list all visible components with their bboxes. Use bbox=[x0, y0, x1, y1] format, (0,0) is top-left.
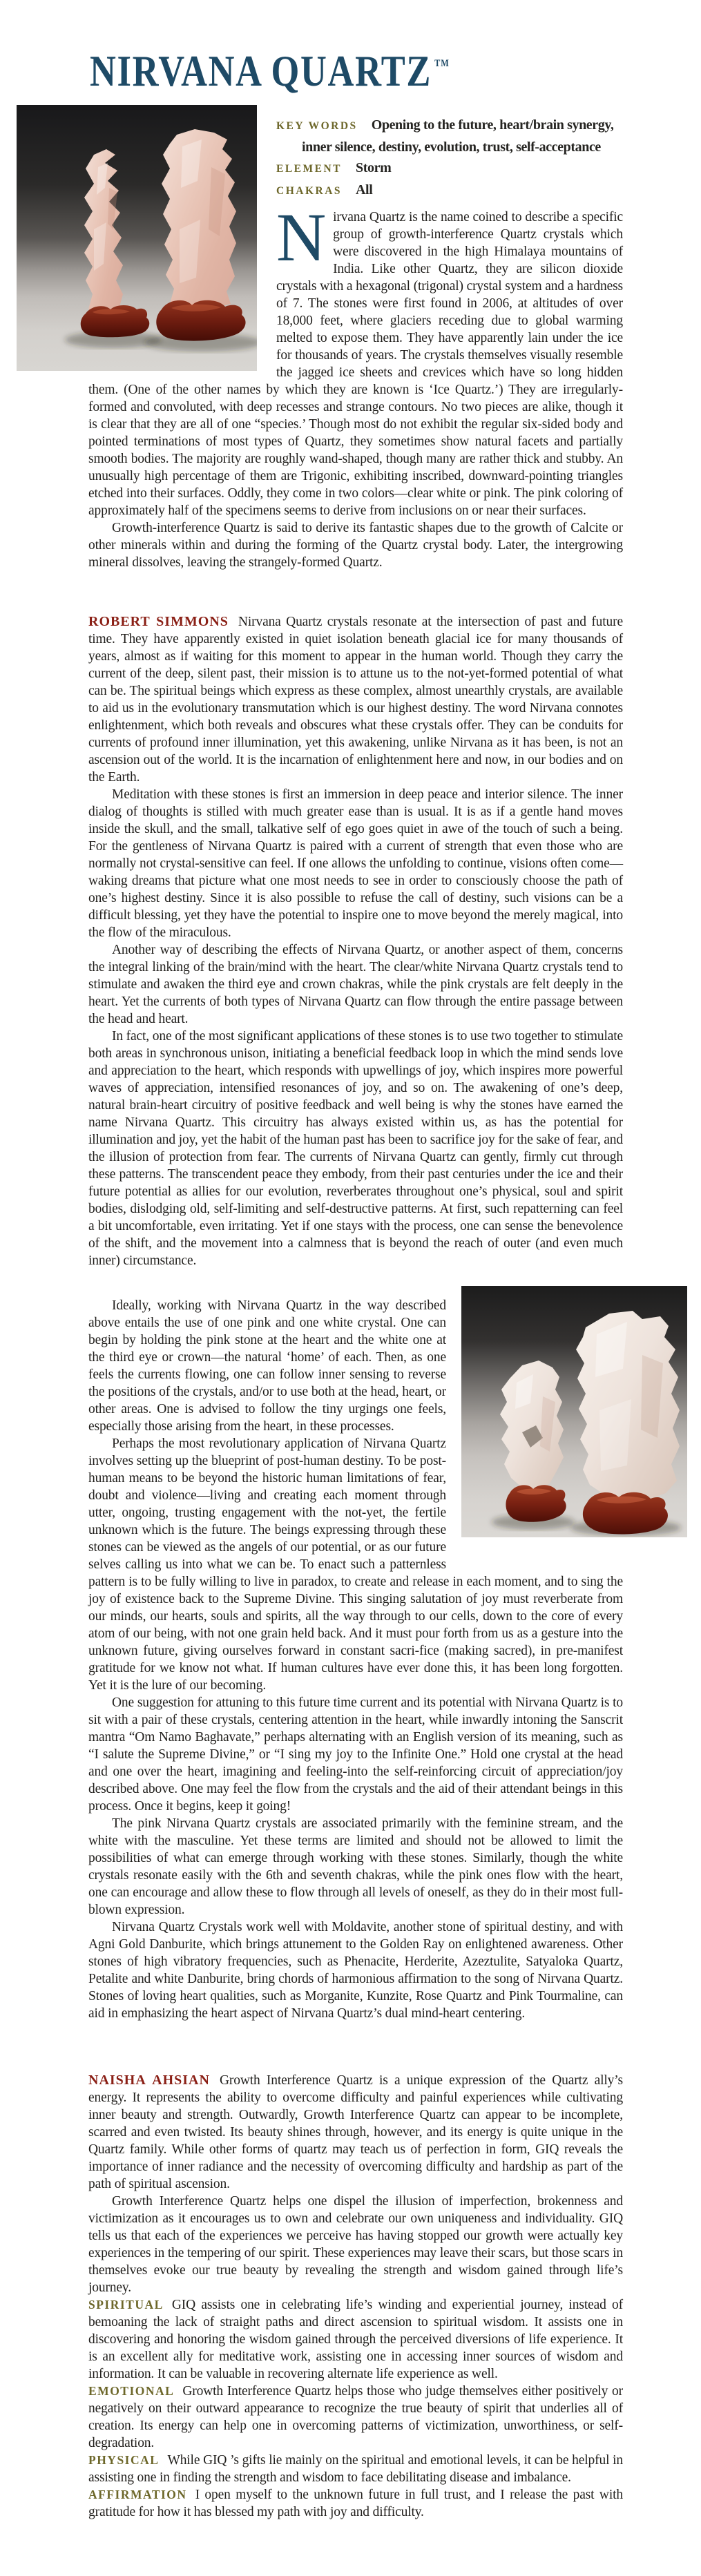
key-words-value-line2: inner silence, destiny, evolution, trust, self-acceptance bbox=[302, 140, 601, 155]
emotional-text: Growth Interference Quartz helps those who judge themselves either positively or negatively on their outward appearance to recognize the true beauty of spirit that underlies all of creation. Its energy can help one in overcoming patterns of victimization, unworthiness, or self-degradation. bbox=[88, 2384, 623, 2450]
robert-simmons-section bbox=[88, 613, 623, 1269]
robert-simmons-paragraph-1-text: Nirvana Quartz crystals resonate at the intersection of past and future time. They have apparently existed in quiet isolation beneath glacial ice for many thousands of years, almost as if waiting for this moment to appear in the human world. Though they carry the current of the deep, silent past, their mission is to attune us to the not-yet-formed potential of what can be. The spiritual beings which express as these complex, almost unearthly crystals, are available to aid us in the evolutionary transmutation which is our highest destiny. The word Nirvana connotes enlightenment, which both reveals and obscures what these crystals offer. They can be conduits for currents of profound inner illumination, yet this awakening, unlike Nirvana as it has been, is not an ascension out of the world. It is the incarnation of enlightenment here and now, in our bodies and on the Earth. bbox=[88, 615, 623, 785]
chakras-value: All bbox=[356, 182, 373, 198]
page-title-text: NIRVANA QUARTZ bbox=[90, 46, 432, 95]
key-words-value-line1: Opening to the future, heart/brain synergy, bbox=[371, 117, 614, 133]
drop-cap: N bbox=[276, 199, 327, 276]
photo2-wrap-spacer bbox=[446, 1297, 623, 1557]
robert-simmons-paragraph-2: Meditation with these stones is first an immersion in deep peace and interior silence. The inner dialog of thoughts is stilled with much greater ease than is usual. It is as if a gentle hand moves inside the skull, and the small, talkative self of ego goes quiet in awe of the touch of such a being. For the gentleness of Nirvana Quartz is paired with a current of strength that even those who are normally not crystal-sensitive can feel. If one allows the unfolding to continue, visions often come—waking dreams that picture what one most needs to see in order to consciously choose the path of one’s highest destiny. Since it is also possible to refuse the call of destiny, such visions can be a difficult blessing, yet they have the potential to inspire one to move beyond the merely magical, into the flow of the miraculous. bbox=[88, 787, 623, 940]
rs-continued-paragraph-1: Ideally, working with Nirvana Quartz in the way described above entails the use of one pink and one white crystal. One can begin by holding the pink stone at the heart and the white one at the third eye or crown—the natural ‘home’ of each. Then, as one feels the currents flowing, one can follow inner sensing to reverse the positions of the crystals, and/or to use both at the head, heart, or other areas. One is advised to follow the tiny urgings one feels, especially those arising from the heart, in these processes. bbox=[88, 1298, 446, 1434]
keywords-block bbox=[276, 115, 637, 202]
spiritual-paragraph bbox=[88, 2296, 623, 2383]
page-title bbox=[90, 46, 528, 97]
rs-continued-paragraph-4: The pink Nirvana Quartz crystals are associated primarily with the feminine stream, and the white with the masculine. Yet these terms are limited and should not be allowed to limit the possibilities of what can emerge through working with these stones. Similarly, though the white crystals resonate easily with the 6th and seventh chakras, while the pink ones flow with the heart, one can encourage and allow these to flow through all levels of oneself, as they do in their most full-blown expression. bbox=[88, 1816, 623, 1917]
affirmation-label: AFFIRMATION bbox=[88, 2488, 187, 2501]
naisha-ahsian-paragraph-2: Growth Interference Quartz helps one dispel the illusion of imperfection, brokenness and victimization as it encourages us to own and celebrate our own uniqueness and individuality. GIQ tells us that each of the experiences we perceive has having stopped our growth were actually key experiences in the tempering of our spirit. These experiences may leave their scars, but those scars in themselves evoke our true beauty by revealing the strength and wisdom gained through life’s journey. bbox=[88, 2194, 623, 2295]
trademark-symbol: TM bbox=[434, 58, 450, 69]
intro-section bbox=[88, 199, 623, 571]
rs-continued-paragraph-2: Perhaps the most revolutionary application of Nirvana Quartz involves setting up the blueprint of post-human destiny. To be post-human means to be beyond the historic human limitations of fear, doubt and violence—living and creating each moment through utter, ongoing, trusting engagement with the not-yet, the fertile unknown which is the future. The beings expressing through these stones can be viewed as the angels of our potential, or as our future selves calling us into what we can be. To enact such a patternless pattern is to be fully willing to live in paradox, to create and release in each moment, and to sing the joy of existence back to the Supreme Divine. This singing salutation of joy must reverberate from our minds, our hearts, souls and spirits, all the way through to our cells, down to the core of every atom of our being, with not one grain held back. And it must pour forth from us as a gesture into the unknown future, giving ourselves forward in constant sacri-fice (making sacred), in pre-manifest gratitude for we know not what. If human cultures have ever done this, it has been long forgotten. Yet it is the lure of our becoming. bbox=[88, 1436, 623, 1693]
emotional-paragraph bbox=[88, 2383, 623, 2452]
physical-text: While GIQ ’s gifts lie mainly on the spiritual and emotional levels, it can be helpful in assisting one in finding the strength and wisdom to face debilitating disease and imbalance. bbox=[88, 2453, 623, 2485]
naisha-ahsian-heading: NAISHA AHSIAN bbox=[88, 2073, 210, 2088]
robert-simmons-heading: ROBERT SIMMONS bbox=[88, 614, 229, 629]
key-words-label: KEY WORDS bbox=[276, 120, 358, 132]
rs-continued-paragraph-3: One suggestion for attuning to this future time current and its potential with Nirvana Quartz is to sit with a pair of these crystals, centering attention in the heart, while inwardly intoning the Sanscrit mantra “Om Namo Baghavate,” perhaps alternating with an English version of its meaning, such as “I salute the Supreme Divine,” or “I sing my joy to the Infinite One.” Hold one crystal at the head and one over the heart, imagining and feeling-into the self-reinforcing circuit of appreciation/joy described above. One may feel the flow from the crystals and the aid of their attendant beings in this process. Once it begins, keep it going! bbox=[88, 1695, 623, 1814]
emotional-label: EMOTIONAL bbox=[88, 2384, 175, 2398]
chakras-row bbox=[276, 180, 637, 202]
affirmation-paragraph bbox=[88, 2486, 623, 2521]
physical-label: PHYSICAL bbox=[88, 2453, 160, 2467]
element-value: Storm bbox=[356, 160, 392, 175]
intro-paragraph-2: Growth-interference Quartz is said to derive its fantastic shapes due to the growth of Calcite or other minerals within and during the forming of the Quartz crystal body. Later, the intergrowing mineral dissolves, leaving the strangely-formed Quartz. bbox=[88, 521, 623, 570]
photo1-wrap-spacer bbox=[88, 209, 276, 376]
robert-simmons-paragraph-4: In fact, one of the most significant applications of these stones is to use two together to stimulate both areas in synchronous unison, initiating a beneficial feedback loop in which the mind sends love and appreciation to the heart, which responds with upwellings of joy, which inspires more powerful waves of appreciation, intensified resonances of joy, and so on. The awakening of one’s deep, natural brain-heart circuitry of positive feedback and well being is why the stones have earned the name Nirvana Quartz. This circuitry has always existed within us, as has the potential for illumination and joy, yet the habit of the human past has been to sacrifice joy for the sake of fear, and the illusion of protection from fear. The currents of Nirvana Quartz can gently, firmly cut through these patterns. The transcendent peace they embody, from their past centuries under the ice and their future potential as allies for our evolution, reverberates throughout one’s physical, soul and spirit bodies, dislodging old, self-limiting and self-destructive patterns. At first, such repatterning can feel a bit uncomfortable, even irritating. Yet if one stays with the process, one can sense the benevolence of the shift, and the movement into a calmness that is beyond the reach of outer (and even much inner) circumstance. bbox=[88, 1029, 623, 1268]
spiritual-text: GIQ assists one in celebrating life’s winding and experiential journey, instead of bemoaning the lack of straight paths and direct ascension to spiritual wisdom. It assists one in discovering and honoring the wisdom gained through the perceived diversions of life experience. It is an excellent ally for meditative work, assisting one in accessing inner sources of wisdom and information. It can be valuable in recovering alternate life experience as well. bbox=[88, 2298, 623, 2381]
chakras-label: CHAKRAS bbox=[276, 185, 343, 197]
robert-simmons-continued-section bbox=[88, 1297, 623, 2022]
physical-paragraph bbox=[88, 2452, 623, 2486]
affirmation-text: I open myself to the unknown future in full trust, and I release the past with gratitude for how it has blessed my path with joy and difficulty. bbox=[88, 2488, 623, 2519]
element-row bbox=[276, 157, 637, 180]
key-words-row bbox=[276, 115, 637, 157]
naisha-ahsian-section bbox=[88, 2072, 623, 2521]
naisha-ahsian-paragraph-1-text: Growth Interference Quartz is a unique expression of the Quartz ally’s energy. It represents the ability to overcome difficulty and painful experiences while cultivating inner beauty and strength. Outwardly, Growth Interference Quartz can appear to be incomplete, scarred and even twisted. Its beauty shines through, however, and its energy is quite unique in the Quartz family. While other forms of quartz may teach us of perfection in form, GIQ reveals the importance of inner radiance and the necessity of overcoming difficulty and hardship as part of the path of spiritual ascension. bbox=[88, 2073, 623, 2191]
element-label: ELEMENT bbox=[276, 163, 343, 175]
robert-simmons-paragraph-3: Another way of describing the effects of Nirvana Quartz, or another aspect of them, concerns the integral linking of the brain/mind with the heart. The clear/white Nirvana Quartz crystals tend to stimulate and awaken the third eye and crown chakras, while the pink crystals are felt deeply in the heart. Yet the currents of both types of Nirvana Quartz can flow through the entire passage between the head and heart. bbox=[88, 943, 623, 1026]
spiritual-label: SPIRITUAL bbox=[88, 2298, 164, 2311]
rs-continued-paragraph-5: Nirvana Quartz Crystals work well with Moldavite, another stone of spiritual destiny, and with Agni Gold Danburite, which brings attunement to the Golden Ray on enlightened awareness. Other stones of high vibratory frequencies, such as Phenacite, Herderite, Azeztulite, Satyaloka Quartz, Petalite and white Danburite, bring chords of harmonious affirmation to the song of Nirvana Quartz. Stones of loving heart qualities, such as Morganite, Kunzite, Rose Quartz and Pink Tourmaline, can aid in emphasizing the heart aspect of Nirvana Quartz’s dual mind-heart centering. bbox=[88, 1920, 623, 2021]
robert-simmons-paragraph-1 bbox=[88, 613, 623, 786]
intro-paragraph-1-text: irvana Quartz is the name coined to describe a specific group of growth-interference Quartz crystals which were discovered in the high Himalaya mountains of India. Like other Quartz, they are silicon dioxide crystals with a hexagonal (trigonal) crystal system and a hardness of 7. The stones were first found in 2006, at altitudes of over 18,000 feet, where glaciers receding due to global warming melted to expose them. They have apparently lain under the ice for thousands of years. The crystals themselves visually resemble the jagged ice sheets and crevices which have so long hidden them. (One of the other names by which they are known is ‘Ice Quartz.’) They are irregularly-formed and convoluted, with deep recesses and strange contours. No two pieces are alike, though it is clear that they are all of one “species.’ Though most do not exhibit the regular six-sided body and pointed terminations of most types of Quartz, they sometimes show natural facets and partially smooth bodies. The majority are roughly wand-shaped, though many are rather thick and stubby. An unusually high percentage of them are Trigonic, exhibiting inscribed, downward-pointing triangles etched into their surfaces. Oddly, they come in two colors—clear white or pink. The pink coloring of approximately half of the specimens seems to derive from inclusions on or near their surfaces. bbox=[88, 210, 623, 518]
naisha-ahsian-paragraph-1 bbox=[88, 2072, 623, 2193]
